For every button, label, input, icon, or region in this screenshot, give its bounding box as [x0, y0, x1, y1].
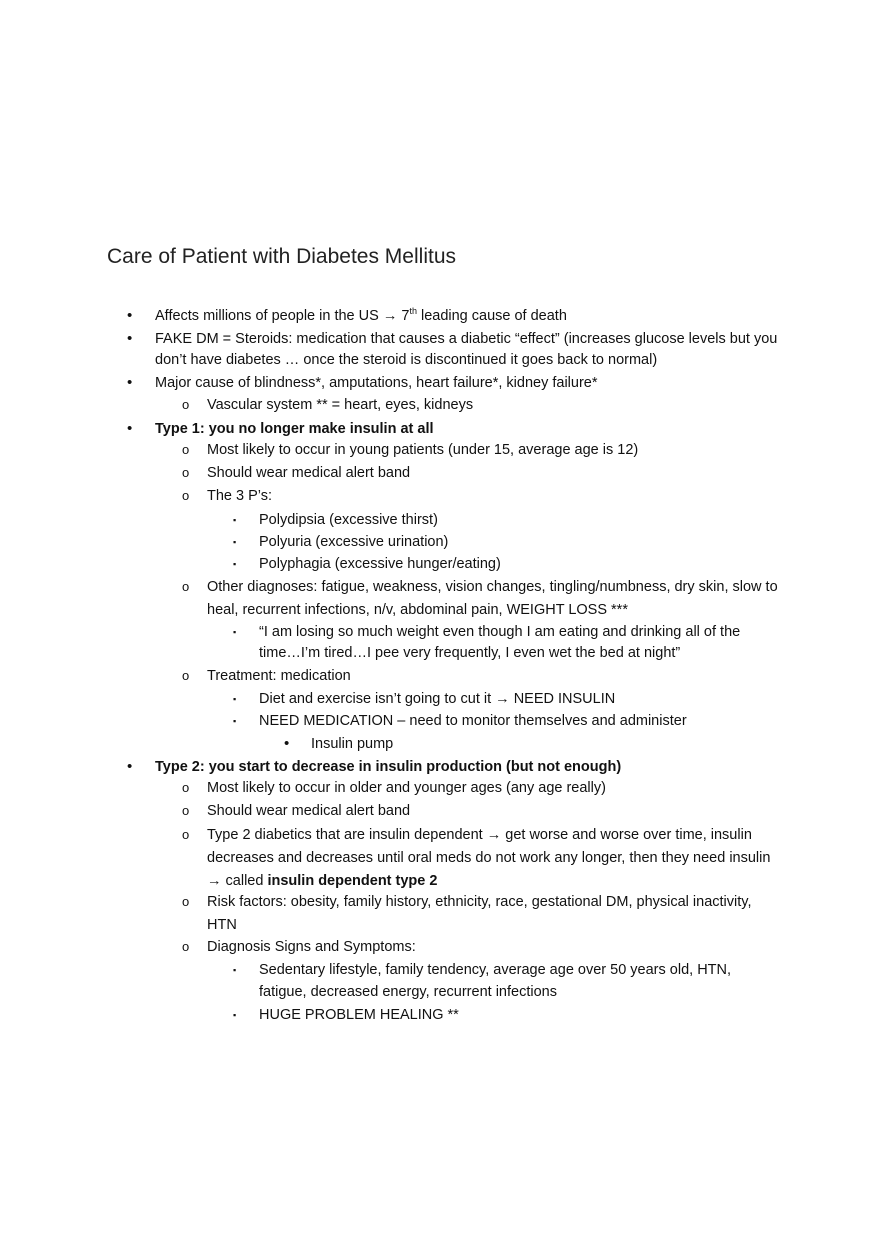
bullet-disc: • — [127, 307, 133, 324]
list-item-fake-dm: FAKE DM = Steroids: medication that causes a diabetic “effect” (increases glucose levels but you — [155, 331, 778, 347]
bullet-square: ▪ — [233, 559, 237, 569]
bullet-disc: • — [127, 330, 133, 347]
list-item-risk-factors: Risk factors: obesity, family history, ethnicity, race, gestational DM, physical inactivity, — [207, 894, 752, 910]
list-item-quote-cont: time…I’m tired…I pee very frequently, I even wet the bed at night” — [259, 645, 681, 661]
list-item-treatment: Treatment: medication — [207, 668, 351, 684]
bullet-disc: • — [127, 374, 133, 391]
bullet-circle: o — [182, 488, 190, 503]
list-item-polyphagia: Polyphagia (excessive hunger/eating) — [259, 556, 501, 572]
bullet-circle: o — [182, 465, 190, 480]
list-item-huge-problem: HUGE PROBLEM HEALING ** — [259, 1007, 459, 1023]
list-item-major-cause: Major cause of blindness*, amputations, heart failure*, kidney failure* — [155, 375, 598, 391]
list-item-type-2: Type 2: you start to decrease in insulin production (but not enough) — [155, 759, 622, 775]
list-item-alert-band: Should wear medical alert band — [207, 465, 411, 481]
bullet-circle: o — [182, 397, 190, 412]
bullet-circle: o — [182, 803, 190, 818]
bullet-square: ▪ — [233, 627, 237, 637]
arrow-right-icon: → — [207, 873, 222, 889]
bullet-circle: o — [182, 827, 190, 842]
bullet-square: ▪ — [233, 515, 237, 525]
list-item-sedentary-cont: fatigue, decreased energy, recurrent infections — [259, 984, 557, 1000]
bullet-circle: o — [182, 442, 190, 457]
list-item-need-medication: NEED MEDICATION – need to monitor themselves and administer — [259, 713, 687, 729]
list-item-affects-millions: Affects millions of people in the US → 7th leading cause of death — [155, 306, 567, 324]
list-item-3ps: The 3 P’s: — [207, 488, 273, 504]
bullet-circle: o — [182, 780, 190, 795]
bullet-circle: o — [182, 939, 190, 954]
bullet-square: ▪ — [233, 694, 237, 704]
list-item-insulin-dependent: Type 2 diabetics that are insulin dependent → get worse and worse over time, insulin — [207, 827, 752, 843]
list-item-vascular: Vascular system ** = heart, eyes, kidneys — [207, 397, 474, 413]
bullet-square: ▪ — [233, 1010, 237, 1020]
list-item-insulin-pump: Insulin pump — [311, 736, 394, 752]
bullet-disc: • — [127, 758, 133, 775]
arrow-right-icon: → — [495, 691, 510, 707]
list-item-quote: “I am losing so much weight even though I am eating and drinking all of the — [259, 624, 741, 640]
list-item-other-diagnoses-cont: heal, recurrent infections, n/v, abdominal pain, WEIGHT LOSS *** — [207, 602, 628, 618]
list-item-alert-band-2: Should wear medical alert band — [207, 803, 411, 819]
list-item-insulin-dependent-cont2: → called insulin dependent type 2 — [207, 873, 438, 889]
list-item-polyuria: Polyuria (excessive urination) — [259, 534, 449, 550]
bullet-circle: o — [182, 668, 190, 683]
arrow-right-icon: → — [382, 308, 398, 324]
bullet-disc: • — [127, 420, 133, 437]
list-item-risk-factors-cont: HTN — [207, 917, 237, 933]
bullet-circle: o — [182, 894, 190, 909]
list-item-young-patients: Most likely to occur in young patients (under 15, average age is 12) — [207, 442, 639, 458]
arrow-right-icon: → — [486, 827, 502, 843]
list-item-diet-exercise: Diet and exercise isn’t going to cut it → NEED INSULIN — [259, 691, 616, 707]
list-item-older-younger: Most likely to occur in older and younger ages (any age really) — [207, 780, 606, 796]
list-item-sedentary: Sedentary lifestyle, family tendency, average age over 50 years old, HTN, — [259, 962, 732, 978]
bullet-square: ▪ — [233, 965, 237, 975]
bullet-circle: o — [182, 579, 190, 594]
bullet-square: ▪ — [233, 537, 237, 547]
bullet-square: ▪ — [233, 716, 237, 726]
bullet-disc: • — [284, 735, 290, 752]
page-title: Care of Patient with Diabetes Mellitus — [107, 245, 456, 268]
list-item-insulin-dependent-cont: decreases and decreases until oral meds do not work any longer, then they need insulin — [207, 850, 771, 866]
list-item-signs-symptoms: Diagnosis Signs and Symptoms: — [207, 939, 416, 955]
list-item-other-diagnoses: Other diagnoses: fatigue, weakness, vision changes, tingling/numbness, dry skin, slow to — [207, 579, 778, 595]
list-item-fake-dm-cont: don’t have diabetes … once the steroid is discontinued it goes back to normal) — [155, 352, 658, 368]
list-item-type-1: Type 1: you no longer make insulin at all — [155, 421, 434, 437]
list-item-polydipsia: Polydipsia (excessive thirst) — [259, 512, 438, 528]
